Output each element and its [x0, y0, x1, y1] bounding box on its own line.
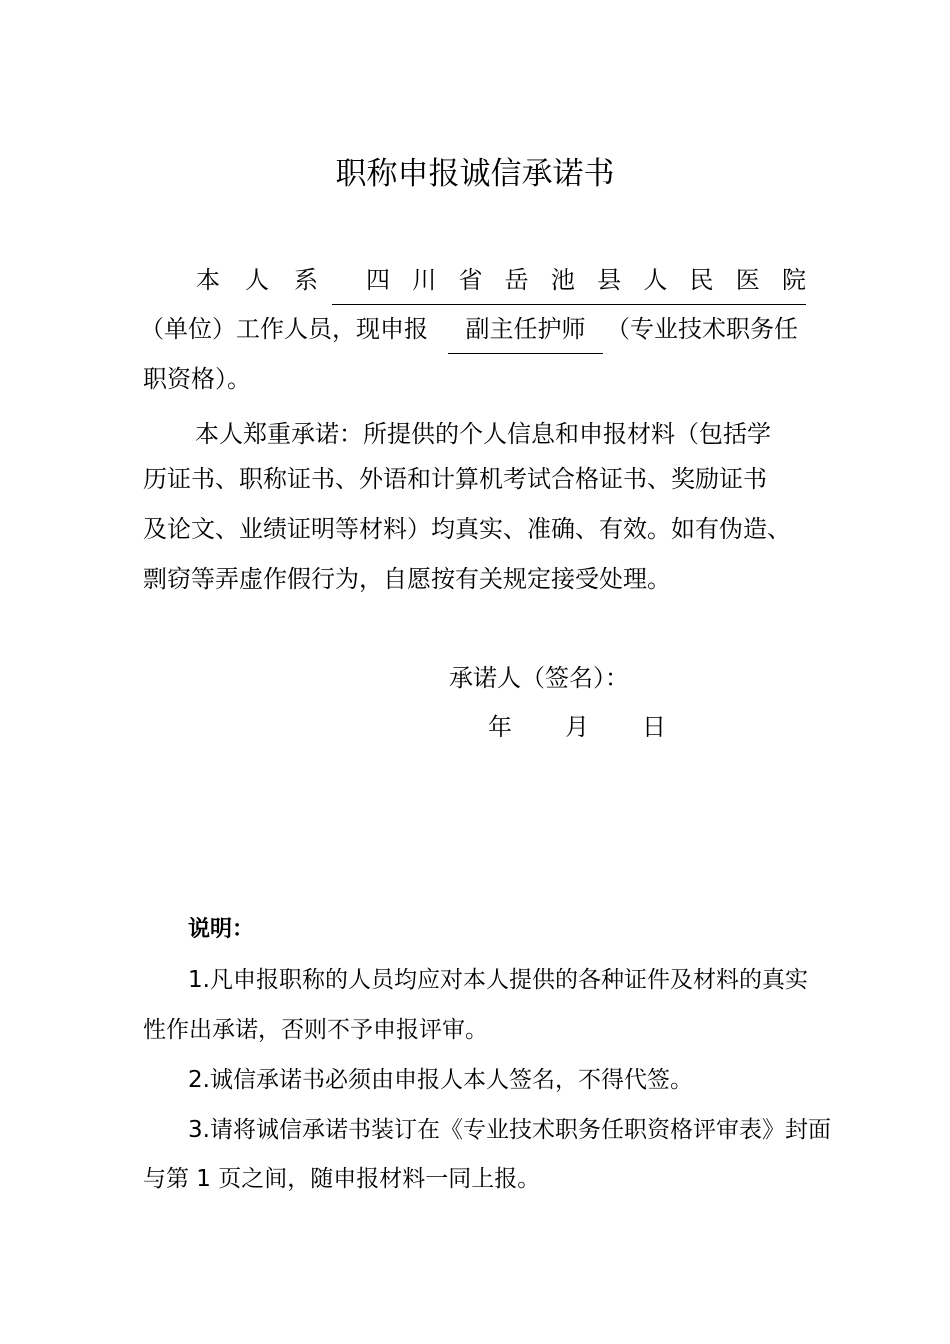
prefix-char: 本 — [196, 266, 220, 294]
note-line: 2.诚信承诺书必须由申报人本人签名，不得代签。 — [188, 1067, 693, 1093]
statement-line3: 职资格）。 — [143, 365, 251, 393]
promise-line: 及论文、业绩证明等材料）均真实、准确、有效。如有伪造、 — [143, 515, 791, 543]
unit-name-char: 岳 — [504, 266, 529, 294]
document-title: 职称申报诚信承诺书 — [335, 156, 615, 192]
position-suffix: （专业技术职务任 — [606, 315, 798, 343]
promise-line: 历证书、职称证书、外语和计算机考试合格证书、奖励证书 — [143, 465, 767, 493]
unit-suffix: （单位）工作人员，现申报 — [140, 315, 428, 343]
note-line: 1.凡申报职称的人员均应对本人提供的各种证件及材料的真实 — [188, 967, 808, 993]
unit-name-char: 民 — [689, 266, 714, 294]
date-day: 日 — [642, 713, 666, 741]
statement-prefix-text — [196, 262, 318, 298]
statement-prefix — [196, 262, 318, 298]
promise-line: 剽窃等弄虚作假行为，自愿按有关规定接受处理。 — [143, 565, 671, 593]
notes-heading: 说明： — [188, 917, 255, 942]
unit-name — [366, 262, 806, 298]
unit-name-char: 人 — [643, 266, 668, 294]
prefix-char: 系 — [294, 266, 318, 294]
unit-name-char: 医 — [735, 266, 760, 294]
date-month: 月 — [565, 713, 589, 741]
unit-name-char: 县 — [597, 266, 622, 294]
note-line: 3.请将诚信承诺书装订在《专业技术职务任职资格评审表》封面 — [188, 1117, 831, 1143]
promise-line: 本人郑重承诺：所提供的个人信息和申报材料（包括学 — [195, 420, 771, 448]
prefix-char: 人 — [245, 266, 269, 294]
date-year: 年 — [488, 713, 512, 741]
note-line: 性作出承诺，否则不予申报评审。 — [143, 1017, 488, 1043]
unit-name-char: 院 — [781, 266, 806, 294]
position-name: 副主任护师 — [465, 315, 586, 343]
unit-name-char: 省 — [458, 266, 483, 294]
signature-label: 承诺人（签名）： — [449, 664, 629, 692]
unit-name-char: 四 — [366, 266, 390, 294]
position-field — [448, 311, 603, 354]
unit-name-char: 池 — [550, 266, 575, 294]
unit-name-field — [332, 262, 806, 305]
unit-name-char: 川 — [412, 266, 437, 294]
note-line: 与第 1 页之间，随申报材料一同上报。 — [143, 1166, 541, 1192]
